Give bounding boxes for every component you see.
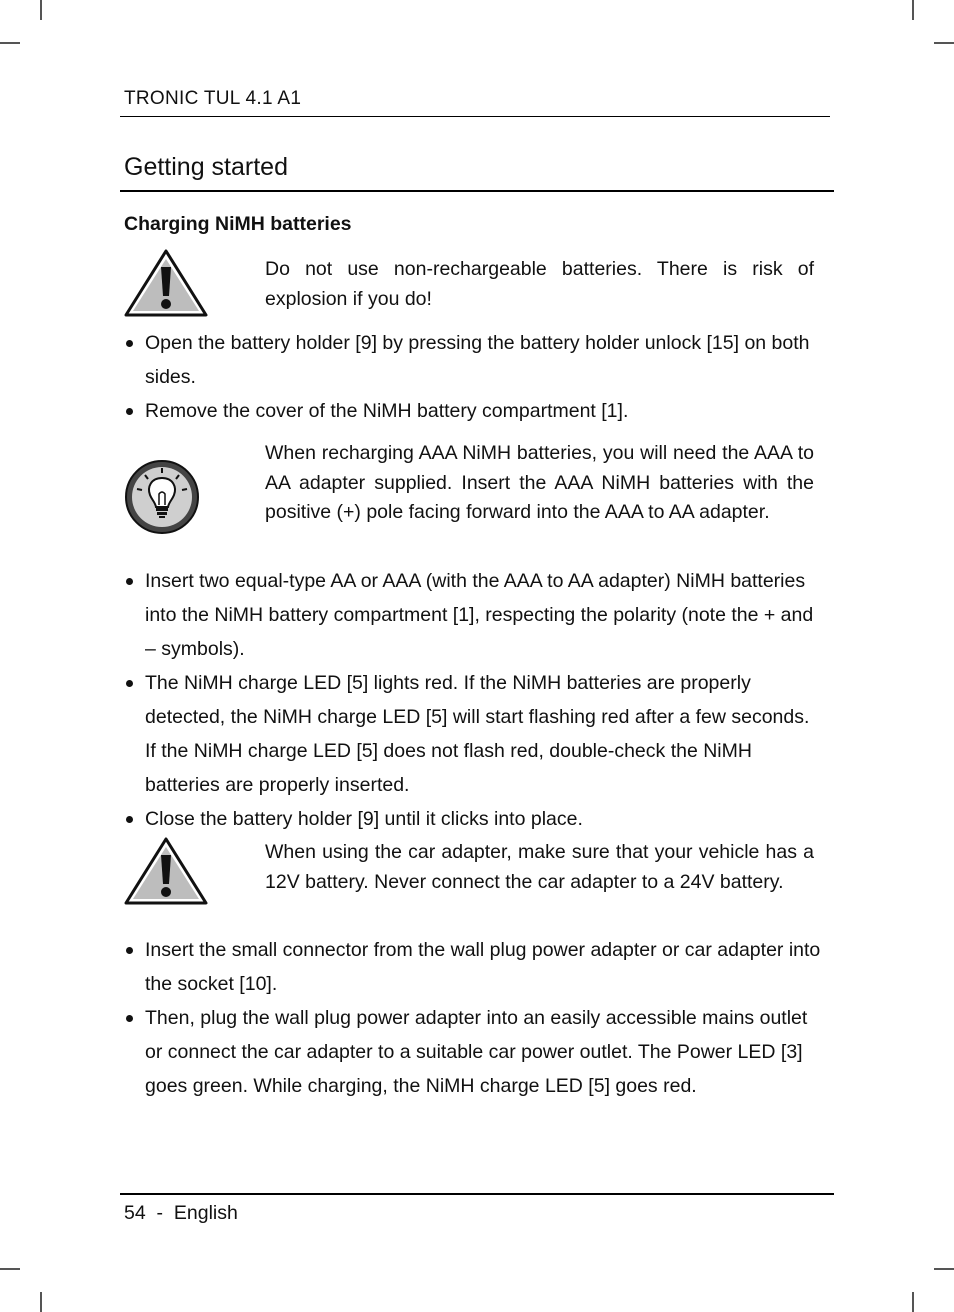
crop-mark [912, 0, 914, 20]
subheading: Charging NiMH batteries [124, 213, 352, 235]
list-item [124, 802, 824, 836]
crop-mark [0, 1268, 20, 1270]
bullet-dot [126, 1015, 133, 1022]
warning-triangle-icon [123, 836, 209, 906]
list-item-text: Insert two equal-type AA or AAA (with the AAA to AA adapter) NiMH batteries into the NiMH battery compartment [1], respecting the polarity (note the + and – symbols). [145, 570, 814, 660]
lightbulb-tip-icon [123, 458, 201, 536]
title-divider [120, 190, 834, 192]
list-item [124, 564, 824, 666]
bullet-dot [126, 408, 133, 415]
warning-note-text: When using the car adapter, make sure that your vehicle has a 12V battery. Never connect the car adapter to a 24V battery. [265, 841, 814, 893]
header-divider [120, 116, 830, 117]
bullet-dot [126, 816, 133, 823]
footer-language: English [173, 1202, 238, 1224]
list-item-text: Open the battery holder [9] by pressing the battery holder unlock [15] on both sides. [145, 332, 810, 388]
crop-mark [912, 1292, 914, 1312]
list-item [124, 666, 824, 802]
page-number: 54 [124, 1202, 146, 1224]
tip-note-text: When recharging AAA NiMH batteries, you will need the AAA to AA adapter supplied. Insert the AAA NiMH batteries with the positive (+) pole facing forward into the AAA to AA adapter. [265, 442, 814, 523]
bullet-dot [126, 340, 133, 347]
list-item-text: The NiMH charge LED [5] lights red. If the NiMH batteries are properly detected, the NiMH charge LED [5] will start flashing red after a few seconds. If the NiMH charge LED [5] does not flash red, double-check the NiMH batteries are properly inserted. [145, 672, 810, 796]
list-item [124, 933, 824, 1001]
list-item-text: Then, plug the wall plug power adapter into an easily accessible mains outlet or connect the car adapter to a suitable car power outlet. The Power LED [3] goes green. While charging, the NiMH charge LED [5] goes red. [145, 1007, 808, 1097]
header-title: TRONIC TUL 4.1 A1 [124, 88, 302, 109]
list-item [124, 394, 824, 428]
crop-mark [40, 1292, 42, 1312]
crop-mark [934, 1268, 954, 1270]
bullet-dot [126, 947, 133, 954]
list-item [124, 326, 824, 394]
footer-divider [120, 1193, 834, 1195]
footer-separator: - [156, 1202, 164, 1224]
list-item-text: Insert the small connector from the wall plug power adapter or car adapter into the socket [10]. [145, 939, 821, 995]
page-title: Getting started [124, 153, 288, 181]
bullet-dot [126, 680, 133, 687]
warning-note-text: Do not use non-rechargeable batteries. There is risk of explosion if you do! [265, 258, 814, 310]
bullet-dot [126, 578, 133, 585]
list-item-text: Close the battery holder [9] until it clicks into place. [145, 808, 583, 830]
page-footer [124, 1202, 238, 1225]
warning-triangle-icon [123, 248, 209, 318]
crop-mark [0, 42, 20, 44]
list-item [124, 1001, 824, 1103]
crop-mark [934, 42, 954, 44]
crop-mark [40, 0, 42, 20]
list-item-text: Remove the cover of the NiMH battery compartment [1]. [145, 400, 629, 422]
